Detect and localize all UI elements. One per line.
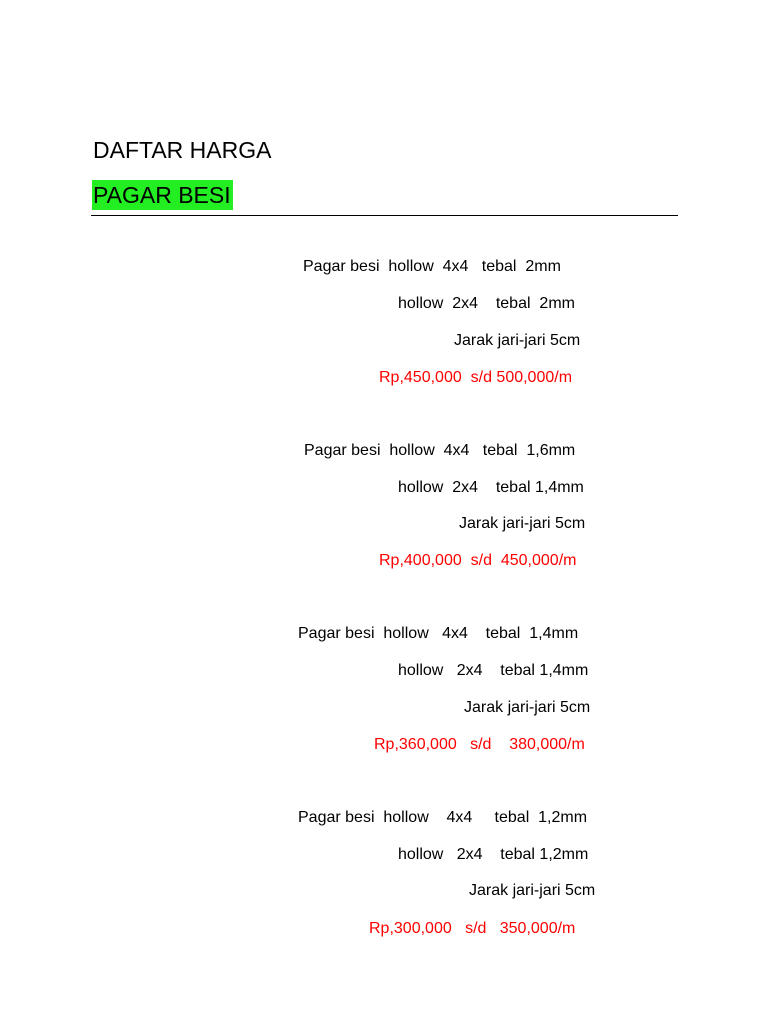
page-title: DAFTAR HARGA — [93, 137, 272, 163]
header-divider — [91, 215, 678, 216]
item-3-spec-secondary: hollow 2x4 tebal 1,4mm — [398, 662, 589, 679]
item-2-spec-secondary: hollow 2x4 tebal 1,4mm — [398, 479, 584, 496]
item-4-spacing: Jarak jari-jari 5cm — [469, 882, 596, 899]
item-1-spec-main: Pagar besi hollow 4x4 tebal 2mm — [303, 258, 561, 275]
item-1-spacing: Jarak jari-jari 5cm — [454, 332, 581, 349]
item-2-spacing: Jarak jari-jari 5cm — [459, 515, 586, 532]
item-4-spec-secondary: hollow 2x4 tebal 1,2mm — [398, 846, 589, 863]
page-subtitle-highlighted: PAGAR BESI — [93, 182, 231, 208]
item-3-spec-main: Pagar besi hollow 4x4 tebal 1,4mm — [298, 625, 579, 642]
item-2-price: Rp,400,000 s/d 450,000/m — [379, 552, 577, 569]
item-2-spec-main: Pagar besi hollow 4x4 tebal 1,6mm — [304, 442, 576, 459]
item-1-spec-secondary: hollow 2x4 tebal 2mm — [398, 295, 575, 312]
item-1-price: Rp,450,000 s/d 500,000/m — [379, 369, 573, 386]
item-4-price: Rp,300,000 s/d 350,000/m — [369, 920, 576, 937]
item-4-spec-main: Pagar besi hollow 4x4 tebal 1,2mm — [298, 809, 588, 826]
item-3-spacing: Jarak jari-jari 5cm — [464, 699, 591, 716]
item-3-price: Rp,360,000 s/d 380,000/m — [374, 736, 585, 753]
